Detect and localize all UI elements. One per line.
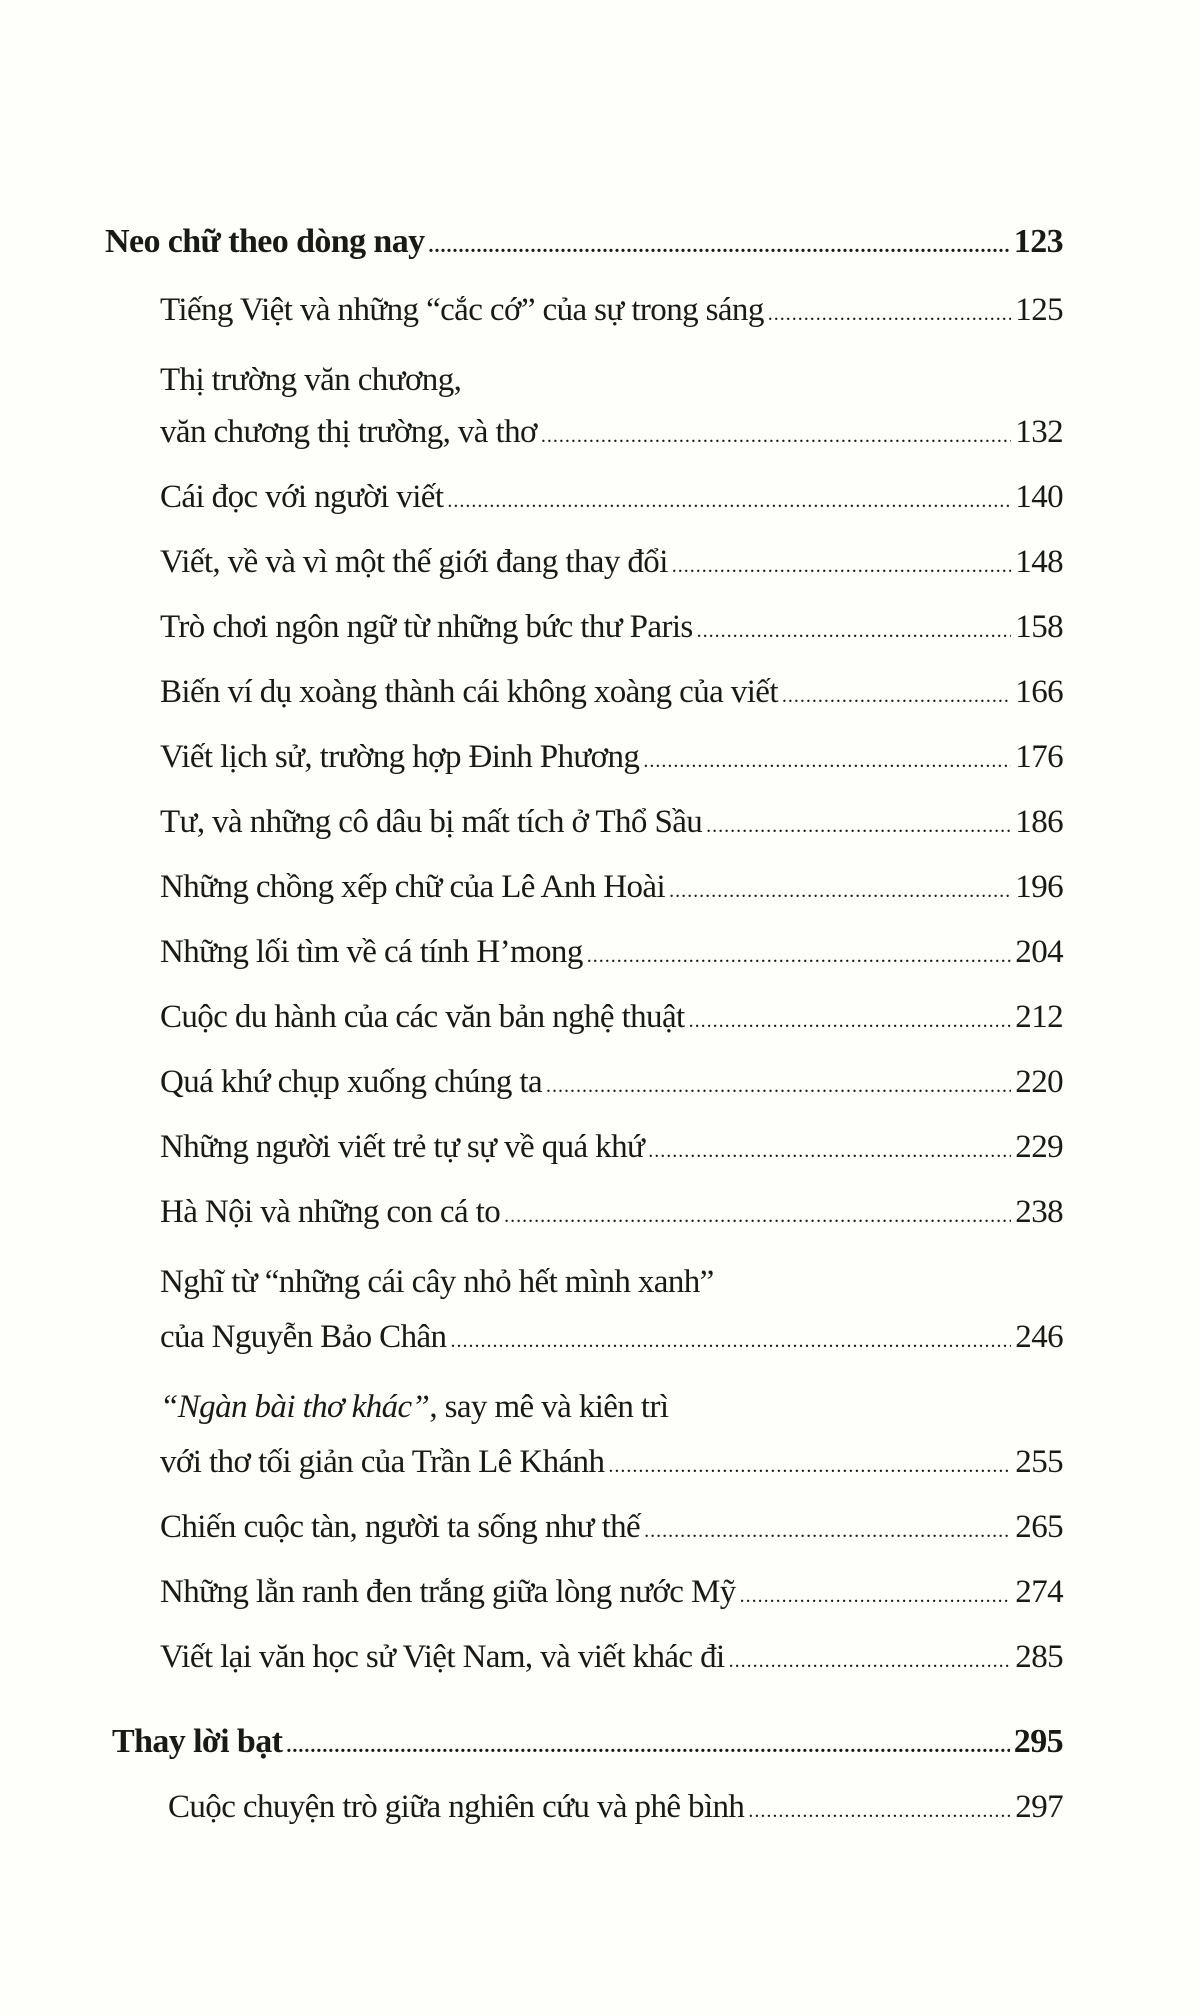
page-number: 204 bbox=[1015, 934, 1063, 970]
page-number: 212 bbox=[1015, 999, 1063, 1035]
page-number: 158 bbox=[1015, 609, 1063, 645]
entry-title: Tiếng Việt và những “cắc cớ” của sự trong sáng bbox=[160, 292, 764, 328]
entry-title: Cái đọc với người viết bbox=[160, 479, 444, 515]
toc-entry bbox=[160, 1442, 1063, 1486]
page-number: 255 bbox=[1015, 1444, 1063, 1480]
toc-entry bbox=[160, 867, 1063, 911]
toc-entry bbox=[160, 1062, 1063, 1106]
entry-title: Viết, về và vì một thế giới đang thay đổi bbox=[160, 544, 668, 580]
page-number: 140 bbox=[1015, 479, 1063, 515]
dot-leader bbox=[706, 806, 1011, 846]
entry-title: Quá khứ chụp xuống chúng ta bbox=[160, 1064, 543, 1100]
page-number: 274 bbox=[1015, 1574, 1063, 1610]
entry-title-line1: Nghĩ từ “những cái cây nhỏ hết mình xanh” bbox=[160, 1264, 714, 1300]
page-number: 220 bbox=[1015, 1064, 1063, 1100]
section-title: Thay lời bạt bbox=[112, 1723, 283, 1760]
page-number: 166 bbox=[1015, 674, 1063, 710]
toc-entry bbox=[168, 1787, 1063, 1831]
page-number: 148 bbox=[1015, 544, 1063, 580]
entry-title: Hà Nội và những con cá to bbox=[160, 1194, 501, 1230]
toc-entry bbox=[160, 997, 1063, 1041]
dot-leader bbox=[450, 1321, 1011, 1361]
toc-entry bbox=[160, 1127, 1063, 1171]
toc-entry bbox=[160, 412, 1063, 456]
page-number: 186 bbox=[1015, 804, 1063, 840]
toc-entry bbox=[160, 542, 1063, 586]
entry-title: với thơ tối giản của Trần Lê Khánh bbox=[160, 1444, 605, 1480]
entry-title: Cuộc chuyện trò giữa nghiên cứu và phê bình bbox=[168, 1789, 745, 1825]
section-title: Neo chữ theo dòng nay bbox=[105, 223, 425, 260]
page-number: 295 bbox=[1013, 1723, 1063, 1760]
dot-leader bbox=[697, 611, 1012, 651]
dot-leader bbox=[587, 936, 1012, 976]
dot-leader bbox=[740, 1576, 1012, 1616]
entry-title-line1: Thị trường văn chương, bbox=[160, 362, 462, 398]
dot-leader bbox=[729, 1641, 1012, 1681]
toc-entry bbox=[160, 477, 1063, 521]
toc-entry bbox=[160, 737, 1063, 781]
toc-section-heading bbox=[105, 222, 1063, 266]
toc-entry bbox=[160, 1317, 1063, 1361]
page-number: 196 bbox=[1015, 869, 1063, 905]
page-number: 285 bbox=[1015, 1639, 1063, 1675]
dot-leader bbox=[689, 1001, 1012, 1041]
toc-entry bbox=[160, 290, 1063, 334]
dot-leader bbox=[546, 1066, 1011, 1106]
dot-leader bbox=[672, 546, 1012, 586]
toc-section-heading bbox=[112, 1722, 1063, 1766]
page-number: 229 bbox=[1015, 1129, 1063, 1165]
entry-title: Cuộc du hành của các văn bản nghệ thuật bbox=[160, 999, 685, 1035]
page-number: 246 bbox=[1015, 1319, 1063, 1355]
entry-title: Tư, và những cô dâu bị mất tích ở Thổ Sầu bbox=[160, 804, 703, 840]
dot-leader bbox=[504, 1196, 1011, 1236]
page-number: 176 bbox=[1015, 739, 1063, 775]
title-rest: , say mê và kiên trì bbox=[429, 1389, 669, 1425]
entry-title: Những người viết trẻ tự sự về quá khứ bbox=[160, 1129, 645, 1165]
dot-leader bbox=[644, 1511, 1011, 1551]
toc-entry bbox=[160, 1507, 1063, 1551]
dot-leader bbox=[669, 871, 1011, 911]
entry-title: Những lối tìm về cá tính H’mong bbox=[160, 934, 583, 970]
entry-title: Viết lịch sử, trường hợp Đinh Phương bbox=[160, 739, 640, 775]
dot-leader bbox=[608, 1446, 1011, 1486]
dot-leader bbox=[643, 741, 1011, 781]
dot-leader bbox=[447, 481, 1011, 521]
dot-leader bbox=[782, 676, 1011, 716]
page-number: 123 bbox=[1013, 223, 1063, 260]
entry-title: Viết lại văn học sử Việt Nam, và viết khác đi bbox=[160, 1639, 725, 1675]
entry-title: Biến ví dụ xoàng thành cái không xoàng của viết bbox=[160, 674, 778, 710]
page-number: 125 bbox=[1015, 292, 1063, 328]
page-number: 132 bbox=[1015, 414, 1063, 450]
toc-entry bbox=[160, 1192, 1063, 1236]
entry-title: Những lằn ranh đen trắng giữa lòng nước Mỹ bbox=[160, 1574, 736, 1610]
dot-leader bbox=[541, 416, 1011, 456]
toc-entry bbox=[160, 672, 1063, 716]
page-number: 238 bbox=[1015, 1194, 1063, 1230]
toc-entry bbox=[160, 1637, 1063, 1681]
dot-leader bbox=[429, 226, 1010, 266]
page-number: 297 bbox=[1015, 1789, 1063, 1825]
entry-title-line1 bbox=[160, 1387, 668, 1427]
italic-title: “Ngàn bài thơ khác” bbox=[160, 1389, 430, 1425]
entry-title: Trò chơi ngôn ngữ từ những bức thư Paris bbox=[160, 609, 693, 645]
dot-leader bbox=[648, 1131, 1011, 1171]
page-number: 265 bbox=[1015, 1509, 1063, 1545]
entry-title: văn chương thị trường, và thơ bbox=[160, 414, 537, 450]
dot-leader bbox=[286, 1726, 1009, 1766]
toc-entry bbox=[160, 1572, 1063, 1616]
dot-leader bbox=[768, 294, 1012, 334]
entry-title: Chiến cuộc tàn, người ta sống như thế bbox=[160, 1509, 641, 1545]
toc-entry bbox=[160, 802, 1063, 846]
dot-leader bbox=[748, 1791, 1011, 1831]
toc-entry bbox=[160, 932, 1063, 976]
toc-entry bbox=[160, 607, 1063, 651]
entry-title: Những chồng xếp chữ của Lê Anh Hoài bbox=[160, 869, 666, 905]
entry-title: của Nguyễn Bảo Chân bbox=[160, 1319, 447, 1355]
